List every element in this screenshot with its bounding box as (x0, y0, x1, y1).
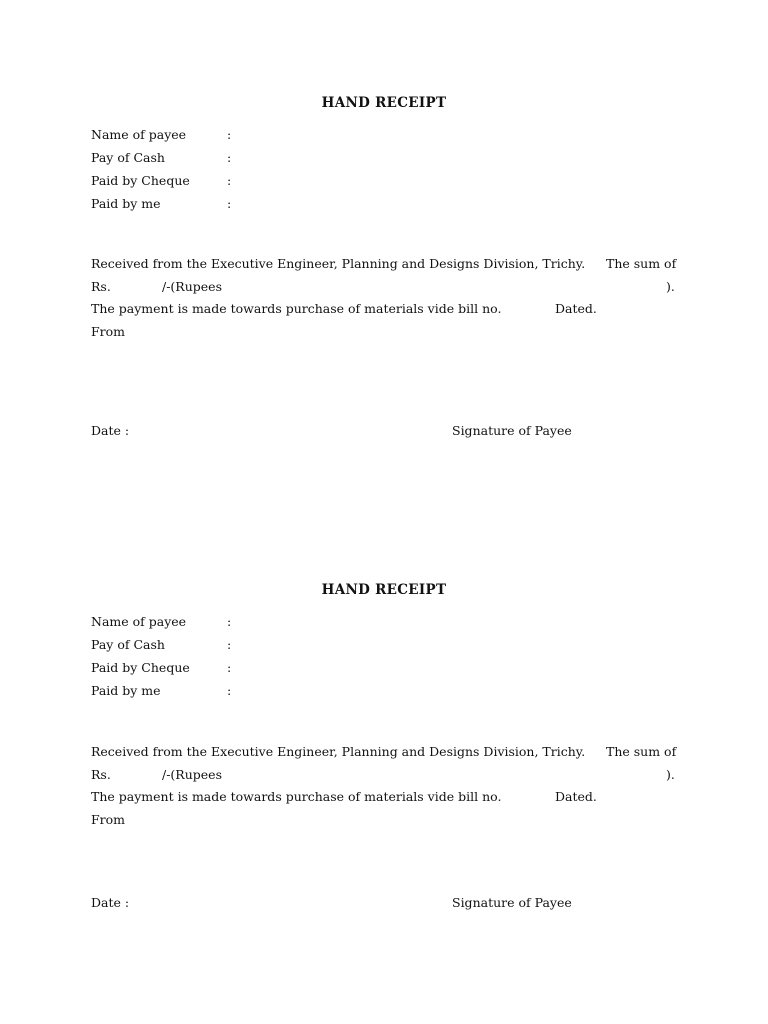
field-row-name-of-payee (91, 614, 186, 629)
field-colon: : (227, 150, 232, 165)
from-label: From (91, 812, 126, 827)
field-label: Paid by me (91, 683, 161, 698)
received-from-text: Received from the Executive Engineer, Planning and Designs Division, Trichy. (91, 256, 586, 271)
from-label: From (91, 324, 126, 339)
receipt-title: HAND RECEIPT (321, 95, 447, 111)
field-label: Name of payee (91, 614, 187, 629)
rupees-close: ). (666, 767, 675, 782)
dated-label: Dated. (555, 301, 597, 316)
field-colon: : (227, 660, 232, 675)
rupees-label: /-(Rupees (162, 279, 222, 294)
signature-label: Signature of Payee (452, 895, 572, 910)
field-row-paid-by-cheque (91, 660, 190, 675)
field-label: Paid by Cheque (91, 173, 190, 188)
payment-text: The payment is made towards purchase of materials vide bill no. (91, 301, 502, 316)
field-row-paid-by-me (91, 683, 161, 698)
field-row-paid-by-me (91, 196, 161, 211)
field-label: Name of payee (91, 127, 187, 142)
payment-text: The payment is made towards purchase of materials vide bill no. (91, 789, 502, 804)
field-row-paid-by-cheque (91, 173, 190, 188)
field-row-pay-of-cash (91, 150, 165, 165)
field-label: Paid by Cheque (91, 660, 190, 675)
field-colon: : (227, 683, 232, 698)
rs-label: Rs. (91, 279, 111, 294)
field-colon: : (227, 127, 232, 142)
rupees-label: /-(Rupees (162, 767, 222, 782)
field-row-name-of-payee (91, 127, 186, 142)
date-label: Date : (91, 895, 130, 910)
field-label: Pay of Cash (91, 637, 165, 652)
receipt-title: HAND RECEIPT (321, 582, 447, 598)
date-label: Date : (91, 423, 130, 438)
sum-of-text: The sum of (606, 256, 677, 271)
field-label: Pay of Cash (91, 150, 165, 165)
rupees-close: ). (666, 279, 675, 294)
field-label: Paid by me (91, 196, 161, 211)
field-colon: : (227, 614, 232, 629)
received-from-text: Received from the Executive Engineer, Planning and Designs Division, Trichy. (91, 744, 586, 759)
rs-label: Rs. (91, 767, 111, 782)
field-colon: : (227, 637, 232, 652)
field-colon: : (227, 173, 232, 188)
sum-of-text: The sum of (606, 744, 677, 759)
dated-label: Dated. (555, 789, 597, 804)
field-row-pay-of-cash (91, 637, 165, 652)
field-colon: : (227, 196, 232, 211)
signature-label: Signature of Payee (452, 423, 572, 438)
